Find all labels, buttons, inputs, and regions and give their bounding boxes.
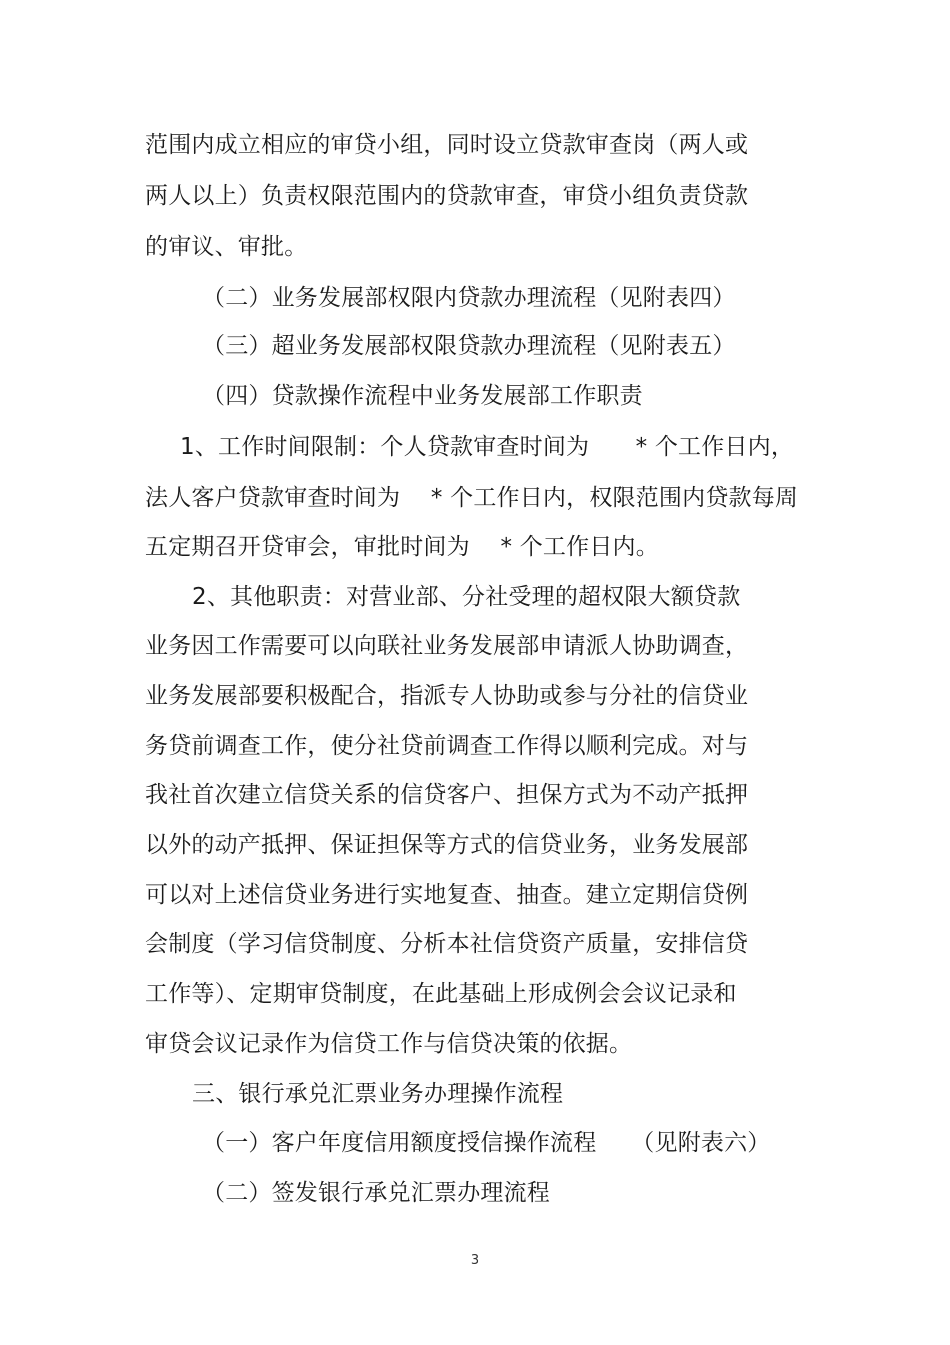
paragraph-line: 的审议、审批。 — [145, 234, 308, 260]
section-heading: 三、银行承兑汇票业务办理操作流程 — [192, 1081, 564, 1107]
paragraph-line: 审贷会议记录作为信贷工作与信贷决策的依据。 — [145, 1031, 633, 1057]
section-heading: （三）超业务发展部权限贷款办理流程（见附表五） — [202, 333, 736, 359]
paragraph-line: 两人以上）负责权限范围内的贷款审查，审贷小组负责贷款 — [145, 183, 749, 209]
paragraph-line: 业务因工作需要可以向联社业务发展部申请派人协助调查， — [145, 633, 749, 659]
paragraph-line: 我社首次建立信贷关系的信贷客户、担保方式为不动产抵押 — [145, 782, 749, 808]
paragraph-line: 以外的动产抵押、保证担保等方式的信贷业务，业务发展部 — [145, 832, 749, 858]
paragraph-line: 范围内成立相应的审贷小组，同时设立贷款审查岗（两人或 — [145, 132, 749, 158]
paragraph-line: 2、其他职责：对营业部、分社受理的超权限大额贷款 — [192, 584, 741, 610]
section-heading: （四）贷款操作流程中业务发展部工作职责 — [202, 383, 643, 409]
paragraph-line: 会制度（学习信贷制度、分析本社信贷资产质量，安排信贷 — [145, 931, 749, 957]
paragraph-line: 可以对上述信贷业务进行实地复查、抽查。建立定期信贷例 — [145, 882, 749, 908]
paragraph-line: 务贷前调查工作，使分社贷前调查工作得以顺利完成。对与 — [145, 733, 749, 759]
page-number: 3 — [470, 1253, 480, 1268]
paragraph-line: 五定期召开贷审会，审批时间为 * 个工作日内。 — [145, 534, 659, 560]
paragraph-line: 法人客户贷款审查时间为 * 个工作日内，权限范围内贷款每周 — [145, 485, 799, 511]
paragraph-line: 业务发展部要积极配合，指派专人协助或参与分社的信贷业 — [145, 683, 749, 709]
section-heading: （二）业务发展部权限内贷款办理流程（见附表四） — [202, 285, 736, 311]
paragraph-line: 1、工作时间限制：个人贷款审查时间为 * 个工作日内， — [180, 434, 795, 460]
section-heading: （一）客户年度信用额度授信操作流程 （见附表六） — [202, 1130, 771, 1156]
section-heading: （二）签发银行承兑汇票办理流程 — [202, 1180, 550, 1206]
paragraph-line: 工作等）、定期审贷制度，在此基础上形成例会会议记录和 — [145, 981, 737, 1007]
